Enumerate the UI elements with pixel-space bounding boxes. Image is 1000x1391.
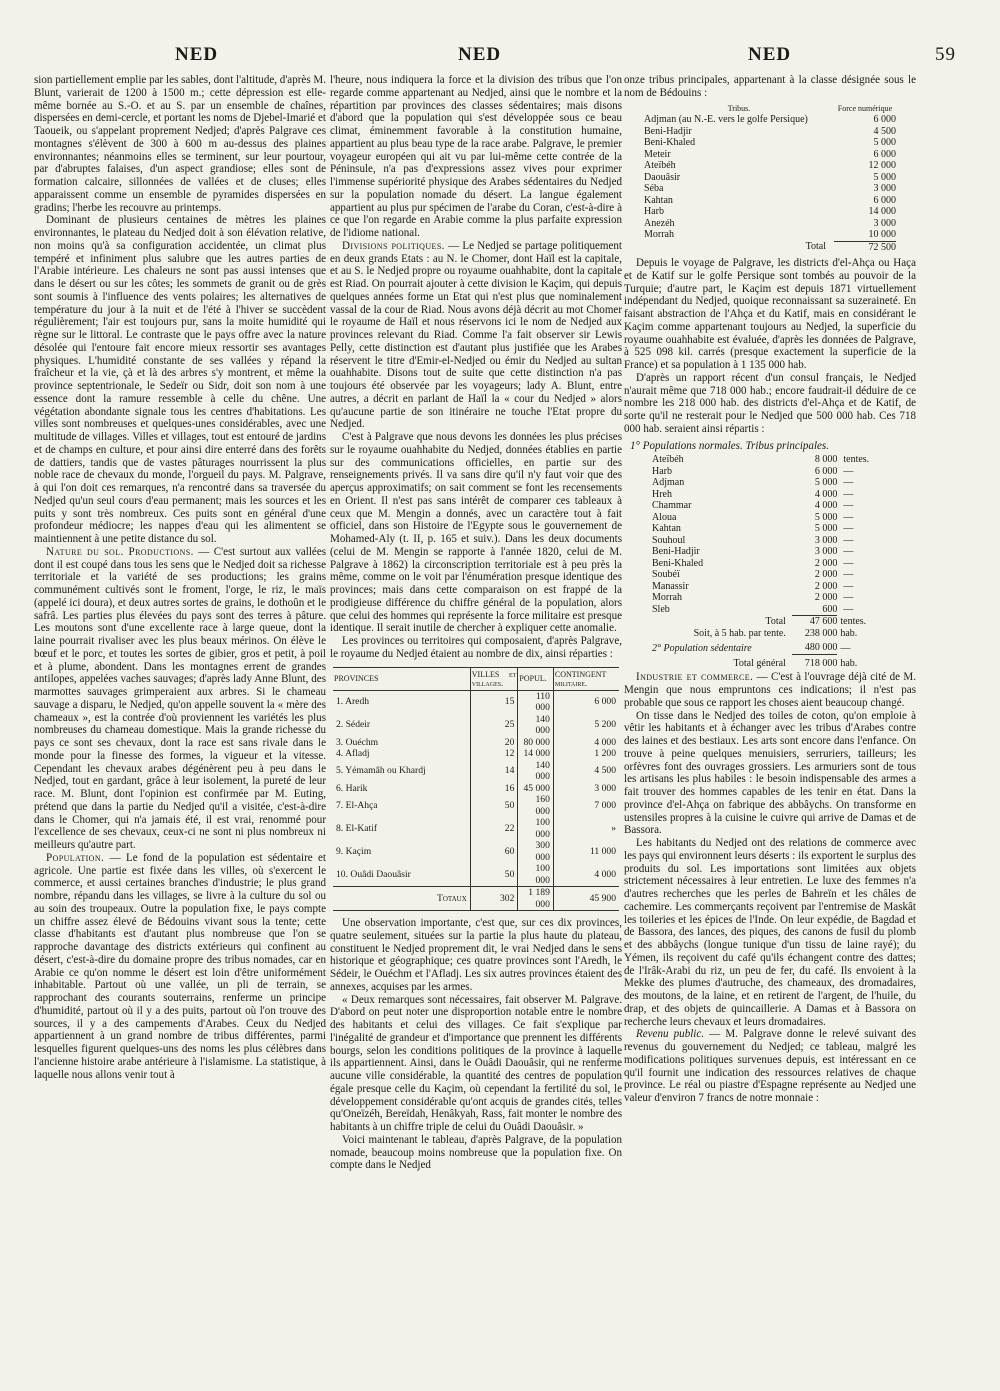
table-cell: 60: [470, 840, 518, 863]
table-cell: 100 000: [518, 863, 553, 887]
table-cell: 12: [470, 748, 518, 760]
table-cell: 7 000: [553, 794, 619, 817]
tribes-force-table: [644, 103, 896, 254]
paragraph: sion partiellement emplie par les sables, dont l'altitude, d'après M. Blunt, varierait de 1200 à 1500 m.; cette dépression est elle-même bornée au S.-O. et au S. par un ensemble de chaînes, dispersées en demi-cercle, et portant les noms de Djebel-Imarié et Taoueik, ou s'appelant proprement Nedjed; d'après Palgrave ces montagnes s'élèvent de 300 à 600 m au-dessus des plaines environnantes; néanmoins elles se terminent, sur leur pourtour, par d'abruptes falaises, d'un aspect grandiose; elles sont de formation calcaire, sillonnées de vallées et de cluses; elles apparaissent comme un ensemble de pyramides dispersées en gradins; l'herbe les recouvre au printemps.: [34, 74, 326, 214]
paragraph: l'heure, nous indiquera la force et la division des tribus que l'on regarde comme appartenant au Nedjed, ainsi que le nombre et la répartition par provinces des classes sédentaires; mais disons d'abord que la population qui s'est développée sous ce beau climat, éminemment favorable à la constitution humaine, appartient au plus beau type de la race arabe. Palgrave, le premier voyageur européen qui ait vu par lui-même cette contrée de la Péninsule, n'a pas d'expressions assez vives pour exprimer l'immense supériorité physique des Arabes sédentaires du Nedjed sur la population nomade du désert. La langue également appartient au plus pur spécimen de l'arabe du Coran, c'est-à-dire à ce que l'on regarde en Arabie comme la plus parfaite expression de l'idiome national.: [330, 74, 622, 239]
provinces-table: [333, 667, 619, 912]
tribe-force: 6 000: [873, 194, 896, 206]
table-cell: 160 000: [518, 794, 553, 817]
tribe-name: Soubéï: [652, 569, 680, 581]
paragraph-text: — Le Nedjed se partage politiquement en deux grands Etats : au N. le Chomer, dont Haïl est la capitale, et au S. le Nedjed propre ou royaume ouahhabite, dont la capitale est Riad. On pourrait ajouter à cette division le Kaçim, qui depuis quelques années forme un Etat qui n'est plus que nominalement vassal de la cour de Riad. Nous avons déjà décrit au mot Chomer le royaume de Haïl et nous réservons ici le nom de Nedjed aux provinces relevant du Riad. Comme l'a fait observer sir Lewis Pelly, cette distinction est d'autant plus justifiée que les Arabes réservent le titre d'Emir-el-Nedjed ou émir du Nedjed au sultan ouahhabite. Disons tout de suite que cette distinction n'a pas toujours été observée par les voyageurs; lady A. Blunt, entre autres, a décrit en parlant de Haïl la « cour du Nedjed » alors qu'aucune partie de son itinéraire ne touche l'Etat propre du Nedjed.: [330, 239, 623, 431]
section-heading: Revenu public.: [636, 1028, 705, 1041]
table-row: [652, 523, 882, 535]
table-cell: 80 000: [518, 737, 553, 749]
unit-label: —: [843, 569, 854, 581]
table-cell: 4 000: [553, 863, 619, 887]
tribe-name: Daouâsir: [644, 171, 681, 183]
table-row: [652, 454, 882, 466]
grand-total-value: 718 000: [792, 654, 838, 669]
table-row: [652, 500, 882, 512]
unit-label: —: [843, 500, 854, 512]
table-cell: 11 000: [553, 840, 619, 863]
tent-count: 2 000: [814, 592, 838, 604]
tribe-name: Kahtan: [652, 523, 681, 535]
table-row: [333, 690, 619, 714]
tent-count: 3 000: [814, 534, 838, 546]
section-heading: Population.: [46, 851, 105, 864]
paragraph: [34, 546, 326, 852]
tribe-name: Ateïbéh: [644, 160, 676, 171]
soit-unit: hab.: [840, 627, 858, 639]
tribe-name: Kahtan: [644, 194, 673, 206]
tent-count: 8 000: [814, 454, 838, 466]
tribe-name: Anezéh: [644, 217, 675, 229]
total-label: Total: [765, 616, 786, 627]
table-cell: 3 000: [553, 783, 619, 795]
table-row: [652, 466, 882, 478]
tribe-name: Beni-Khaled: [652, 557, 704, 569]
table-cell: 45 900: [553, 887, 619, 911]
table-cell: 6. Harik: [336, 782, 368, 794]
paragraph: [330, 240, 622, 431]
running-header-center: NED: [458, 44, 502, 65]
total-label: Total: [805, 241, 826, 253]
unit-label: —: [843, 557, 854, 569]
table-cell: 14 000: [518, 748, 553, 760]
tribe-name: Harb: [644, 206, 664, 217]
table-cell: 6 000: [553, 690, 619, 714]
tent-count: 2 000: [814, 580, 838, 592]
table-cell: 25: [470, 714, 518, 737]
tent-count: 600: [822, 603, 838, 615]
section-heading: Nature du sol. Productions.: [46, 545, 194, 558]
table-cell: 16: [470, 783, 518, 795]
table-cell: 4. Afladj: [336, 748, 370, 759]
tribe-force: 5 000: [873, 171, 896, 183]
unit-label: —: [843, 488, 854, 500]
tribes-tents-table: [652, 454, 882, 669]
table-cell: 300 000: [518, 840, 553, 863]
tribe-force: 3 000: [873, 183, 896, 194]
table-row: [644, 149, 896, 161]
sedentary-value: 480 000: [804, 642, 838, 654]
table-row: [644, 137, 896, 149]
table-row: [333, 748, 619, 760]
table-cell: 302: [470, 887, 518, 911]
table-cell: 8. El-Katif: [336, 822, 378, 834]
paragraph: onze tribus principales, appartenant à la classe désignée sous le nom de Bédouins :: [624, 74, 916, 99]
soit-label: Soit, à 5 hab. par tente.: [693, 627, 786, 639]
unit-label: —: [843, 511, 854, 523]
paragraph: Dominant de plusieurs centaines de mètres les plaines environnantes, le plateau du Nedjed doit à son élévation relative, non moins qu'à sa configuration accidentée, un climat plus tempéré et infiniment plus salubre que les autres parties de l'Arabie intérieure. Les chaleurs ne sont pas aussi intenses que dans le désert ou sur les côtes; les sommets de granit ou de grès sont soumis à l'influence des vents polaires; les alternatives de température du jour à la nuit et de l'été à l'hiver se succèdent régulièrement; l'air est toujours pur, sans la moite humidité qui règne sur le littoral. Le contraste que le pays offre avec la nature désolée qui l'entoure fait encore mieux ressortir ses avantages physiques. L'humidité constante de ses vallées y répand la fraîcheur et la vie, çà et là des arbres s'y montrent, et même la province septentrionale, le Sedeïr ou Sidr, doit son nom à une essence dont la ramure ressemble à celle du chêne. Une végétation abondante signale tous les centres d'habitations. Les villes sont nombreuses et quelques-unes considérables, avec une multitude de villages. Villes et villages, tout est entouré de jardins et de champs en culture, et pour ainsi dire enterré dans des forêts de dattiers, tandis que de vastes pâturages nourrissent la plus noble race de chevaux du monde, l'orgueil du pays. M. Palgrave, à qui l'on doit ces remarques, n'a rencontré dans sa traversée du Nedjed qu'un seul cours d'eau permanent; mais les sources et les puits y sont très nombreux. Ces puits sont en général d'une profondeur médiocre; les nappes d'eau qui les alimentent se maintiennent à une petite distance du sol.: [34, 214, 326, 545]
table-cell: 50: [470, 863, 518, 887]
table-total-row: [333, 887, 619, 911]
total-unit: tentes.: [840, 616, 867, 627]
section-heading: Divisions politiques.: [342, 239, 445, 252]
tribe-name: Adjman (au N.-E. vers le golfe Persique): [644, 114, 808, 125]
tribe-name: Manassir: [652, 580, 689, 592]
grand-total-unit: hab.: [840, 657, 858, 669]
tribe-force: 3 000: [873, 217, 896, 229]
table-cell: Totaux: [333, 887, 470, 911]
tent-count: 2 000: [814, 569, 838, 581]
tribe-name: Ateïbéh: [652, 454, 684, 466]
table-cell: 14: [470, 760, 518, 783]
table-cell: 110 000: [518, 690, 553, 714]
table-cell: 7. El-Ahça: [336, 799, 378, 811]
table-row: [644, 172, 896, 184]
table-row: [652, 546, 882, 558]
table-cell: 1 200: [553, 748, 619, 760]
tribe-name: Sleb: [652, 604, 670, 615]
column-1: [34, 74, 326, 1081]
table-cell: 1 189 000: [518, 887, 553, 911]
grand-total-label: Total général: [733, 657, 786, 669]
unit-label: —: [843, 477, 854, 489]
table-row: [644, 206, 896, 218]
soit-value: 238 000: [804, 627, 838, 639]
table-cell: 2. Sédeir: [336, 719, 371, 731]
table-row: [333, 737, 619, 749]
total-value: 47 600: [792, 616, 838, 628]
table-row: [333, 783, 619, 795]
tent-count: 5 000: [814, 477, 838, 489]
tribe-force: 6 000: [873, 114, 896, 125]
unit-label: tentes.: [843, 454, 870, 466]
unit-label: —: [843, 465, 854, 477]
paragraph: [34, 852, 326, 1082]
table-row: [652, 569, 882, 581]
table-cell: 9. Kaçim: [336, 845, 372, 857]
section-heading: Industrie et commerce.: [636, 671, 754, 684]
table-cell: »: [553, 817, 619, 840]
table-cell: 5. Yémamâh ou Khardj: [336, 765, 426, 777]
tribe-name: Adjman: [652, 477, 685, 489]
table-row: [644, 195, 896, 207]
paragraph-text: — Le fond de la population est sédentaire et agricole. Une partie est fixée dans les villes, où s'exercent le commerce, et aussi certaines branches d'industrie; le plus grand nombre, répandu dans les villages, se livre à la culture du sol ou au soin des troupeaux. Outre la population fixe, le pays compte un chiffre assez élevé de Bédouins vivant sous la tente; cette classe d'habitants est d'autant plus nombreuse que l'on se rapproche davantage des districts extérieurs qui confinent au désert, c'est-à-dire du domaine propre des tribus nomades, car en Arabie ce qu'on nomme le désert est loin d'être uniformément inhabitable. Partout où une vallée, un pli de terrain, se rapprochant des courants souterrains, renferme un principe d'humidité, partout où il y a des puits, partout où l'on trouve des sources, il y a des campements d'Arabes. Ceux du Nedjed appartiennent à un grand nombre de tribus différentes, parmi lesquelles figurent quelques-uns des noms les plus célèbres dans l'ancienne histoire arabe antérieure à l'islamisme. La statistique, à laquelle nous allons venir tout à: [34, 851, 326, 1081]
table-row: [652, 604, 882, 616]
table-row: [644, 229, 896, 241]
tribe-name: Beni-Hadjir: [652, 546, 700, 558]
table-cell: 140 000: [518, 760, 553, 783]
table-row: [333, 794, 619, 817]
column-2: [330, 74, 622, 1172]
page-number: 59: [935, 44, 956, 65]
table-row: [652, 581, 882, 593]
table-cell: 10. Ouâdi Daouâsir: [336, 868, 411, 880]
tribe-name: Morrah: [652, 592, 682, 604]
tribe-force: 5 000: [873, 137, 896, 148]
unit-label: —: [843, 534, 854, 546]
table-cell: 1. Aredh: [336, 696, 370, 708]
table-cell: 45 000: [518, 783, 553, 795]
unit-label: —: [843, 592, 854, 604]
tribe-name: Meteir: [644, 148, 671, 160]
running-header-left: NED: [175, 44, 219, 65]
table-header: POPUL.: [518, 667, 553, 690]
table-cell: 5 200: [553, 714, 619, 737]
table-row: [644, 126, 896, 138]
paragraph: On tisse dans le Nedjed des toiles de coton, qu'on emploie à vêtir les habitants et à échanger avec les tribus d'Arabes contre des laines et des bestiaux. Les arts sont encore dans l'enfance. On trouve à peine quelques menuisiers, serruriers, tailleurs; les orfèvres font des ouvrages grossiers. Les armuriers sont de tous les artisans les plus habiles : le besoin indispensable des armes a fait trouver des hommes capables de les tenir en état. Dans la province d'el-Ahça on fabrique des abbâychs. On transforme en ustensiles propres à la cuisine le cuivre qui arrive de Damas et de Bassora.: [624, 709, 916, 837]
table-row: [333, 817, 619, 840]
table-row: [333, 714, 619, 737]
sedentary-label: 2° Population sédentaire: [652, 642, 752, 654]
tent-count: 6 000: [814, 465, 838, 477]
table-row: [333, 760, 619, 783]
table-header: CONTINGENT militaire.: [553, 667, 619, 690]
tribe-name: Aloua: [652, 511, 677, 523]
table-cell: 3. Ouéchm: [336, 736, 379, 748]
table-header: PROVINCES: [333, 667, 470, 690]
table-row: [644, 218, 896, 230]
paragraph: [624, 1028, 916, 1105]
running-header-right: NED: [748, 44, 792, 65]
table-row: [652, 535, 882, 547]
tribe-name: Morrah: [644, 229, 674, 241]
table-cell: 100 000: [518, 817, 553, 840]
tribes-force-table-body: [644, 114, 896, 241]
tribe-force: 6 000: [873, 148, 896, 160]
table-cell: 4 000: [553, 737, 619, 749]
table-cell: 140 000: [518, 714, 553, 737]
paragraph-text: — M. Palgrave donne le relevé suivant des revenus du gouvernement du Nedjed; ce tableau, malgré les modifications politiques survenues depuis, est intéressant en ce qu'il fournit une indication des ressources relatives de chaque province. Le réal ou piastre d'Espagne représente au Nedjed une valeur d'environ 7 francs de notre monnaie :: [624, 1028, 917, 1104]
unit-label: —: [843, 546, 854, 558]
table-row: [652, 477, 882, 489]
table-row: [333, 863, 619, 887]
paragraph: D'après un rapport récent d'un consul français, le Nedjed n'aurait même que 718 000 hab.; encore faudrait-il déduire de ce nombre les 218 000 hab. des districts d'el-Ahça et de Katif, de sorte qu'il ne resterait pour le Nedjed que 500 000 hab. Ces 718 000 hab. seraient ainsi répartis :: [624, 371, 916, 435]
table-cell: 15: [470, 690, 518, 714]
paragraph-text: — C'est à l'ouvrage déjà cité de M. Mengin que nous empruntons ces indications; il n'est pas probable que sous ce rapport les choses aient beaucoup changé.: [624, 671, 916, 709]
tribe-name: Beni-Hadjir: [644, 125, 692, 137]
paragraph: Depuis le voyage de Palgrave, les districts d'el-Ahça ou Haça et de Katif sur le golfe Persique sont tombés au pouvoir de la Turquie; d'autre part, le Kaçim est depuis 1871 virtuellement indépendant du Nedjed, quoique reconnaissant sa suzeraineté. En faisant abstraction de l'Ahça et du Katif, mais en considérant le Kaçim comme appartenant toujours au Nedjed, la superficie du royaume ouahhabite est évaluée, d'après les données de Palgrave, à 525 098 kil. carrés (presque exactement la superficie de la France) et sa population à 1 135 000 hab.: [624, 257, 916, 371]
tent-count: 5 000: [814, 523, 838, 535]
paragraph: Une observation importante, c'est que, sur ces dix provinces, quatre seulement, situées sur la partie la plus haute du plateau, constituent le Nedjed proprement dit, le vrai Nedjed dans le sens historique et géographique; ces quatre provinces sont l'Aredh, le Sédeir, le Ouéchm et l'Afladj. Les six autres provinces étaient des annexes, acquises par les armes.: [330, 917, 622, 993]
table-header: VILLES et villages.: [470, 667, 518, 690]
paragraph: [624, 671, 916, 709]
table-cell: 22: [470, 817, 518, 840]
tribe-name: Souhoul: [652, 534, 686, 546]
tribes-tents-table-body: [652, 454, 882, 616]
tent-count: 4 000: [814, 488, 838, 500]
unit-label: —: [843, 523, 854, 535]
paragraph: Les habitants du Nedjed ont des relations de commerce avec les pays qui environnent leurs déserts : ils exportent le surplus des produits du sol. Les importations sont limitées aux objets strictement nécessaires à leur entretien. Le luxe des femmes n'a d'autres recherches que les perles de Bahreïn et les châles de cachemire. Les commerçants reçoivent par l'entremise de Maskât les toileries et les épices de l'Inde. On leur expédie, de Bagdad et de Bassora, des lances, des piques, des canons de fusil du plomb et des abbâychs (longue tunique d'un tissu de laine rayé); du Yémen, ils reçoivent du café qu'ils échangent contre des dattes; de l'Irâk-Arabi du riz, un peu de fer, du café. Ils envoient à la Mekke des plumes d'autruche, des chameaux, des dromadaires, des moutons, de la laine, et en retirent de l'argent, de l'huile, du drap, et des objets de quincaillerie. A Damas et à Bassora on recherche leurs chevaux et leurs dromadaires.: [624, 837, 916, 1028]
paragraph: Les provinces ou territoires qui composaient, d'après Palgrave, le royaume du Nedjed étaient au nombre de dix, ainsi réparties :: [330, 635, 622, 660]
tent-count: 5 000: [814, 511, 838, 523]
paragraph: C'est à Palgrave que nous devons les données les plus précises sur le royaume ouahhabite du Nedjed, données établies en partie sur des communications officielles, en partie sur des renseignements privés. Il va sans dire qu'il n'y faut voir que des aperçus approximatifs; on sait comment se font les recensements en Orient. Il n'est pas sans intérêt de comparer ces tableaux à ceux que M. Mengin a donnés, avec un caractère tout à fait officiel, dans son Histoire de l'Egypte sous le gouvernement de Mohamed-Aly (t. II, p. 165 et suiv.). Dans les deux documents (celui de M. Mengin se rapporte à l'année 1820, celui de M. Palgrave à 1862) la circonscription territoriale est à peu près la même, comme on le voit par l'énumération presque identique des provinces; mais dans cette comparaison on est frappé de la prodigieuse différence du chiffre général de la population, alors que celui des hommes qui représente la force militaire est presque identique. Il serait inutile de chercher à expliquer cette anomalie.: [330, 431, 622, 635]
table-title: 1° Populations normales. Tribus principales.: [630, 439, 829, 452]
tent-count: 4 000: [814, 500, 838, 512]
sedentary-unit: —: [840, 642, 851, 654]
tribe-force: 10 000: [868, 229, 896, 240]
table-cell: 4 500: [553, 760, 619, 783]
table-header: Tribus.: [727, 103, 751, 113]
tribe-name: Chammar: [652, 500, 692, 512]
total-value: 72 500: [834, 241, 896, 253]
column-3: [624, 74, 916, 1105]
tribe-force: 4 500: [873, 125, 896, 137]
unit-label: —: [843, 580, 854, 592]
unit-label: —: [843, 604, 854, 615]
tent-count: 3 000: [814, 546, 838, 558]
table-row: [652, 512, 882, 524]
tent-count: 2 000: [814, 557, 838, 569]
paragraph: « Deux remarques sont nécessaires, fait observer M. Palgrave. D'abord on peut noter une disproportion notable entre le nombre des habitants et celui des villages. Ce fait s'explique par l'inégalité de grandeur et d'importance que prennent les différents bourgs, selon les conditions politiques de la province à laquelle ils appartiennent. Ainsi, dans le Ouâdi Daouâsir, qui ne renferme aucune ville considérable, la quantité des centres de population égale presque celle du Kaçim, où cependant la fertilité du sol, le développement considérable qu'ont acquis de grandes cités, telles qu'Oneïzéh, Bereïdah, Henâkyah, Rass, fait monter le nombre des habitants à un chiffre triple de celui du Ouâdi Daouâsir. »: [330, 993, 622, 1133]
table-cell: 20: [470, 737, 518, 749]
table-row: [652, 592, 882, 604]
provinces-table-body: [333, 690, 619, 911]
table-row: [652, 558, 882, 570]
tribe-name: Séba: [644, 183, 664, 194]
tribe-name: Beni-Khaled: [644, 137, 696, 148]
table-row: [644, 160, 896, 172]
tribe-force: 12 000: [868, 160, 896, 171]
table-row: [652, 489, 882, 501]
table-row: [644, 183, 896, 195]
tribe-force: 14 000: [868, 206, 896, 217]
table-row: [333, 840, 619, 863]
table-cell: 50: [470, 794, 518, 817]
table-row: [644, 114, 896, 126]
tribe-name: Hreh: [652, 488, 672, 500]
tribe-name: Harb: [652, 465, 672, 477]
paragraph: Voici maintenant le tableau, d'après Palgrave, de la population nomade, beaucoup moins nombreuse que la population fixe. On compte dans le Nedjed: [330, 1133, 622, 1172]
paragraph-text: — C'est surtout aux vallées dont il est coupé dans tous les sens que le Nedjed doit sa richesse territoriale et la variété de ses productions; les grains communément cultivés sont le froment, l'orge, le riz, le maïs (appelé ici doura), et deux autres sortes de grains, le dothoûn et le safrâ. Les parties plus élevées du pays sont des terres à pâture. Les moutons sont d'une excellente race à large queue, dont la laine pourrait rivaliser avec les plus beaux mérinos. On élève le bœuf et le porc, et toutes les sortes de gibier, gros et petit, à poil et à plume, abondent. Dans les montagnes errent de grandes antilopes, appelées vaches sauvages; d'après lady Anne Blunt, des marmottes sauvages grimperaient aux arbres. Si le chameau sauvage a disparu, le Nedjed, qu'on appelle souvent la « mère des chameaux », est la contrée d'où proviennent les variétés les plus nombreuses du chameau domestique. Mais la grande richesse du pays ce sont ses chevaux, dont la race est sans rivale dans le monde pour la finesse des formes, la vigueur et la vitesse. Cependant les chevaux arabes dégénèrent peu à peu dans le Nedjed, tout en gardant, grâce à leur isolement, la pureté de leur race. M. Blunt, dont l'opinion est confirmée par M. Euting, prétend que dans la partie du Nedjed qu'il a visitée, c'est-à-dire dans le Chomer, qui n'a jamais été, il est vrai, renommé pour l'excellence de ses chevaux, ceux-ci ne sont ni plus nombreux ni meilleurs qu'autre part.: [34, 545, 327, 851]
table-header: Force numérique: [837, 103, 893, 113]
